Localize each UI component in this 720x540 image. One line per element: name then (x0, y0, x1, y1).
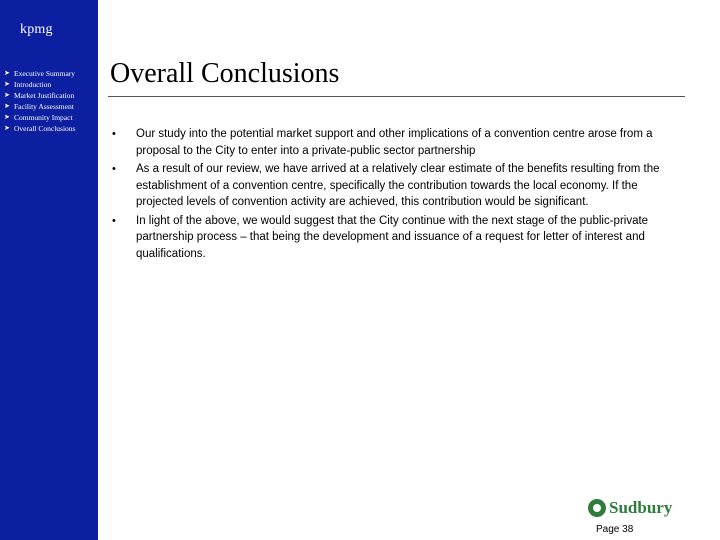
sudbury-seal-icon (588, 499, 606, 517)
arrow-icon: ➤ (4, 113, 10, 121)
nav-item-label: Community Impact (14, 113, 73, 122)
conclusions-list (112, 126, 672, 264)
sudbury-wordmark: Sudbury (609, 498, 673, 517)
list-item (112, 126, 672, 159)
arrow-icon: ➤ (4, 91, 10, 99)
bullet-text: Our study into the potential market support and other implications of a convention centre arose from a proposal to the City to enter into a private-public sector partnership (136, 128, 653, 157)
nav-item-label: Facility Assessment (14, 102, 74, 111)
arrow-icon: ➤ (4, 124, 10, 132)
sudbury-logo (588, 496, 672, 520)
kpmg-logo: kpmg (20, 22, 53, 37)
nav-item-label: Market Justification (14, 91, 75, 100)
nav-item-label: Overall Conclusions (14, 124, 76, 133)
nav-item-community-impact[interactable] (4, 112, 75, 123)
bullet-text: In light of the above, we would suggest that the City continue with the next stage of the public-private partnership process – that being the development and issuance of a request for letter of interest and qualifications. (136, 214, 649, 260)
list-item (112, 213, 672, 263)
arrow-icon: ➤ (4, 69, 10, 77)
nav-item-market-justification[interactable] (4, 90, 75, 101)
nav-item-overall-conclusions[interactable] (4, 123, 75, 134)
nav-item-facility-assessment[interactable] (4, 101, 75, 112)
bullet-icon: • (112, 214, 116, 227)
nav-item-introduction[interactable] (4, 79, 75, 90)
bullet-text: As a result of our review, we have arrived at a relatively clear estimate of the benefits resulting from the establishment of a convention centre, specifically the contribution towards the local economy. If the projected levels of convention activity are achieved, this contribution would be significant. (136, 163, 660, 208)
list-item (112, 161, 672, 211)
nav-item-label: Executive Summary (14, 69, 76, 78)
bullet-icon: • (112, 163, 116, 175)
sidebar (0, 0, 98, 540)
arrow-icon: ➤ (4, 102, 10, 110)
bullet-icon: • (112, 128, 116, 140)
title-divider (108, 96, 685, 97)
arrow-icon: ➤ (4, 80, 10, 88)
page-title: Overall Conclusions (110, 58, 340, 89)
nav-item-label: Introduction (14, 80, 52, 89)
section-nav (4, 68, 75, 134)
page-number: Page 38 (596, 524, 634, 535)
nav-item-executive-summary[interactable] (4, 68, 75, 79)
